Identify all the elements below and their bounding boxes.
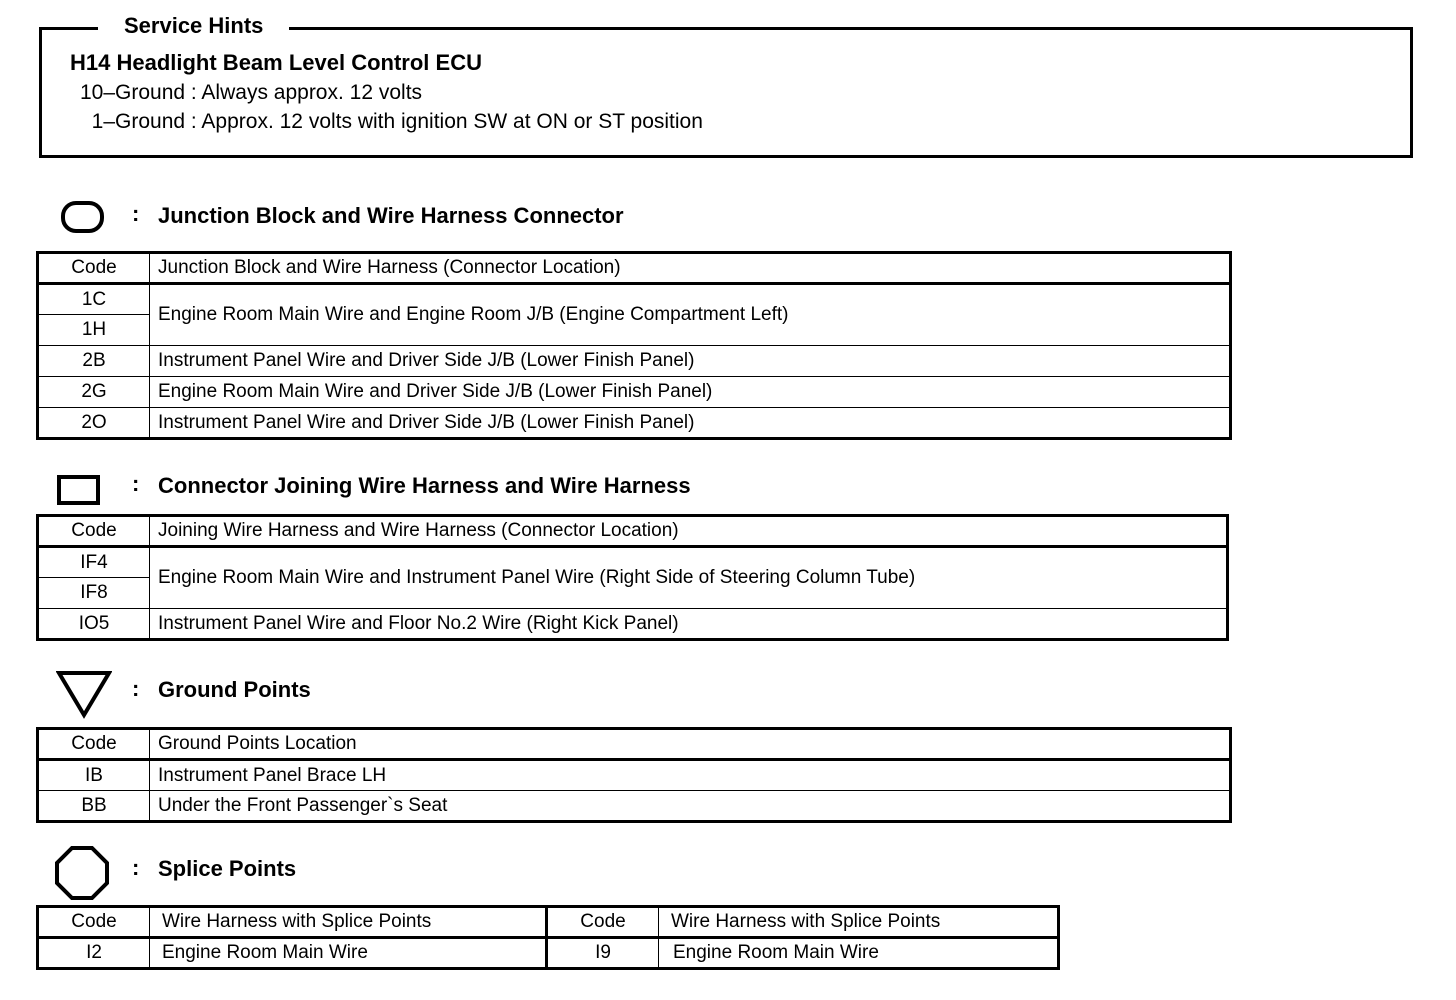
- description-cell: Engine Room Main Wire and Instrument Panel Wire (Right Side of Steering Column Tube): [150, 547, 1228, 609]
- header-description: Wire Harness with Splice Points: [150, 907, 547, 938]
- hint-line: 10–Ground : Always approx. 12 volts: [80, 81, 423, 104]
- section-title-connector: Connector Joining Wire Harness and Wire Harness: [158, 473, 691, 498]
- section-colon: :: [132, 471, 140, 496]
- description-cell: Instrument Panel Wire and Floor No.2 Wire (Right Kick Panel): [150, 609, 1228, 640]
- table-row: [38, 609, 1228, 640]
- code-cell: 2G: [38, 377, 150, 408]
- table-row: [38, 791, 1231, 822]
- code-cell: 2B: [38, 346, 150, 377]
- section-title-ground: Ground Points: [158, 677, 311, 702]
- code-cell: IO5: [38, 609, 150, 640]
- code-cell: BB: [38, 791, 150, 822]
- table-header-row: [38, 253, 1231, 284]
- connector-table: [36, 514, 1229, 641]
- section-colon: :: [132, 676, 140, 701]
- code-cell: 2O: [38, 408, 150, 439]
- table-header-row: [38, 516, 1228, 547]
- section-colon: :: [132, 855, 140, 880]
- ground-table: [36, 727, 1232, 823]
- code-cell: 1H: [38, 315, 150, 346]
- splice-table: [36, 905, 1060, 970]
- table-row: [38, 284, 1231, 315]
- service-hints-title: Service Hints: [98, 12, 289, 40]
- section-colon: :: [132, 201, 140, 226]
- description-cell: Engine Room Main Wire and Engine Room J/B (Engine Compartment Left): [150, 284, 1231, 346]
- junction-table: [36, 251, 1232, 440]
- table-header-row: [38, 907, 1059, 938]
- section-title-splice: Splice Points: [158, 856, 297, 881]
- header-code: Code: [38, 253, 150, 284]
- description-cell: Instrument Panel Wire and Driver Side J/B (Lower Finish Panel): [150, 408, 1231, 439]
- table-row: [38, 760, 1231, 791]
- description-cell: Under the Front Passenger`s Seat: [150, 791, 1231, 822]
- header-code: Code: [38, 729, 150, 760]
- table-row: [38, 547, 1228, 578]
- code-cell: I9: [547, 938, 659, 969]
- header-code: Code: [38, 907, 150, 938]
- code-cell: 1C: [38, 284, 150, 315]
- table-header-row: [38, 729, 1231, 760]
- table-row: [38, 938, 1059, 969]
- header-description: Junction Block and Wire Harness (Connector Location): [150, 253, 1231, 284]
- code-cell: I2: [38, 938, 150, 969]
- table-row: [38, 408, 1231, 439]
- description-cell: Engine Room Main Wire: [659, 938, 1059, 969]
- table-row: [38, 346, 1231, 377]
- down-triangle-icon: [56, 669, 112, 719]
- code-cell: IF4: [38, 547, 150, 578]
- header-code: Code: [547, 907, 659, 938]
- rectangle-icon: [56, 474, 102, 506]
- component-title: H14 Headlight Beam Level Control ECU: [70, 50, 482, 75]
- description-cell: Engine Room Main Wire and Driver Side J/B (Lower Finish Panel): [150, 377, 1231, 408]
- code-cell: IF8: [38, 578, 150, 609]
- description-cell: Instrument Panel Brace LH: [150, 760, 1231, 791]
- header-code: Code: [38, 516, 150, 547]
- header-description: Wire Harness with Splice Points: [659, 907, 1059, 938]
- rounded-rectangle-icon: [60, 199, 106, 235]
- description-cell: Instrument Panel Wire and Driver Side J/B (Lower Finish Panel): [150, 346, 1231, 377]
- table-row: [38, 377, 1231, 408]
- code-cell: IB: [38, 760, 150, 791]
- header-description: Ground Points Location: [150, 729, 1231, 760]
- octagon-icon: [54, 845, 110, 901]
- hint-line: 1–Ground : Approx. 12 volts with ignition SW at ON or ST position: [80, 110, 703, 133]
- section-title-junction: Junction Block and Wire Harness Connector: [158, 203, 624, 228]
- description-cell: Engine Room Main Wire: [150, 938, 547, 969]
- header-description: Joining Wire Harness and Wire Harness (Connector Location): [150, 516, 1228, 547]
